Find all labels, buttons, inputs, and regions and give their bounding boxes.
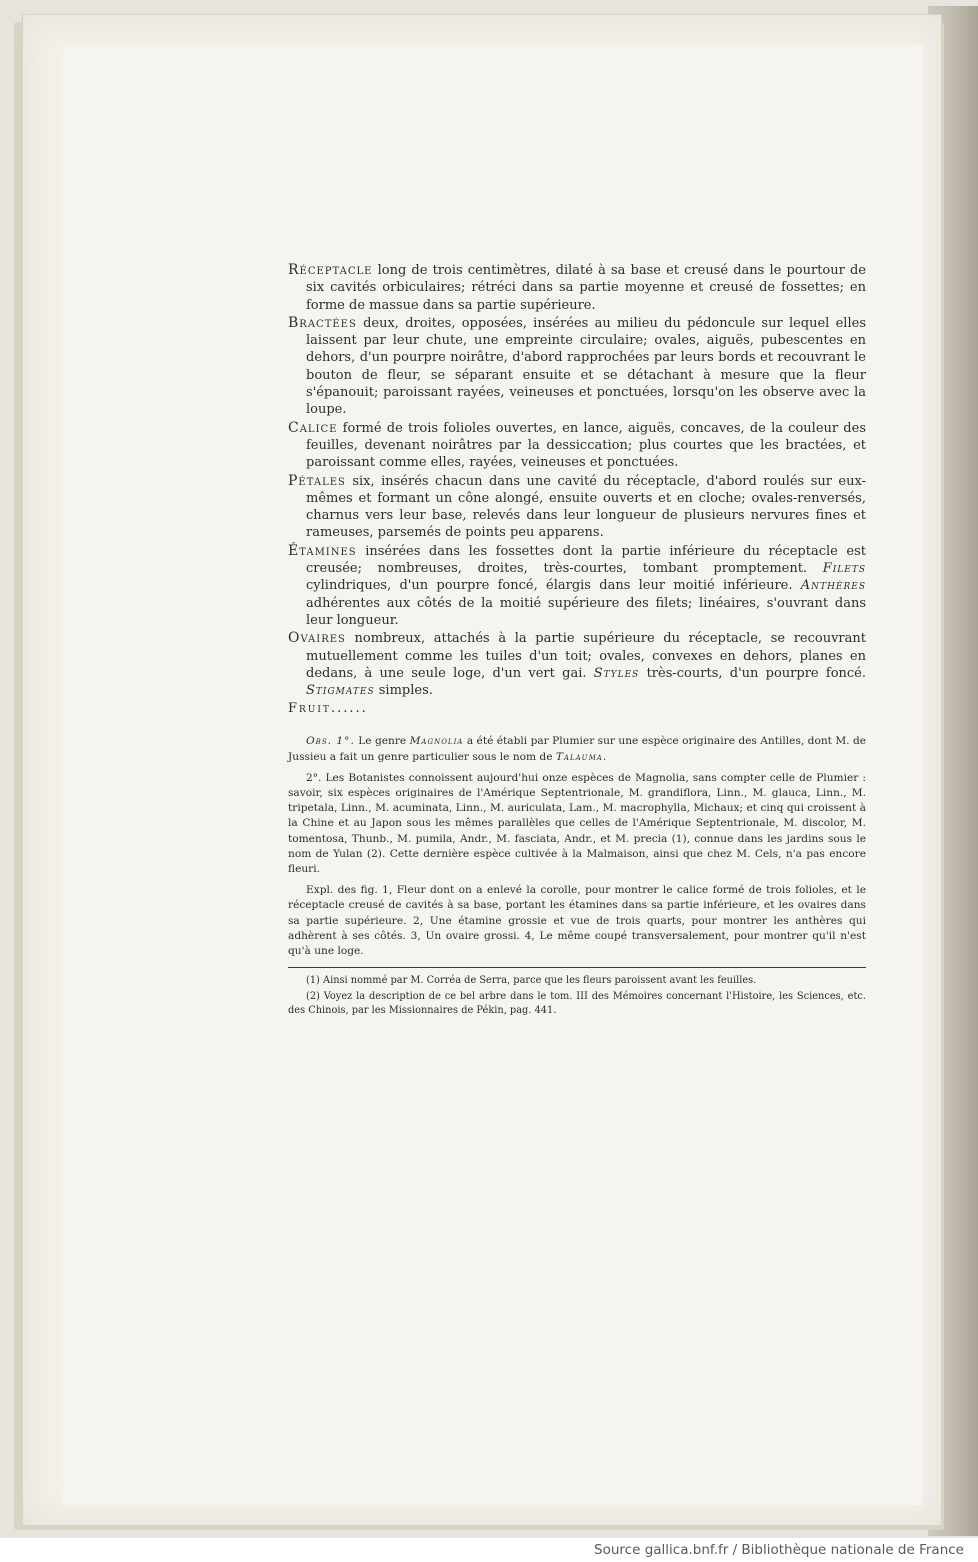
entry-heading: Réceptacle [288, 262, 373, 278]
entry-bractees [288, 315, 866, 419]
entry-body: très-courts, d'un pourpre foncé. [639, 665, 866, 681]
entry-petales [288, 473, 866, 542]
footnote-2: (2) Voyez la description de ce bel arbre dans le tom. III des Mémoires concernant l'Histoire, les Sciences, etc. des Chinois, par les Missionnaires de Pékin, pag. 441. [288, 991, 866, 1017]
entry-body: adhérentes aux côtés de la moitié supérieure des filets; linéaires, s'ouvrant dans leur longueur. [306, 595, 866, 628]
term-filets: Filets [822, 561, 866, 577]
entry-heading: Pétales [288, 472, 346, 489]
term-stigmates: Stigmates [306, 683, 375, 699]
entry-fruit: Fruit...... [288, 701, 368, 717]
term-talauma: Talauma [555, 750, 603, 763]
source-credit: Source gallica.bnf.fr / Bibliothèque nationale de France [594, 1542, 964, 1558]
entry-etamines [288, 543, 866, 629]
obs-text: Le genre [354, 735, 410, 748]
observations [288, 734, 866, 959]
obs-text: . [602, 750, 607, 763]
figure-explanation: Expl. des fig. 1, Fleur dont on a enlevé la corolle, pour montrer le calice formé de trois folioles, et le réceptacle creusé de cavités à sa base, portant les étamines dans sa partie inférieure, et les ovaires dans sa partie supérieure. 2, Une étamine grossie et vue de trois quarts, pour montrer les anthères qui adhèrent à ses côtés. 3, Un ovaire grossi. 4, Le même coupé transversalement, pour montrer qu'il n'est qu'à une loge. [288, 884, 866, 958]
term-antheres: Anthères [800, 578, 866, 594]
entry-heading: Ovaires [288, 630, 346, 647]
entry-body: cylindriques, d'un pourpre foncé, élargis dans leur moitié inférieure. [306, 578, 801, 594]
entry-body: nombreux, attachés à la partie supérieure du réceptacle, se recouvrant mutuellement comme les tuiles d'un toit; ovales, convexes en dehors, planes en dedans, à une seule loge, d'un vert gai. [306, 631, 866, 681]
page-text [288, 262, 866, 1020]
footnotes [288, 974, 866, 1018]
footnote-1: (1) Ainsi nommé par M. Corréa de Serra, parce que les fleurs paroissent avant les feuilles. [306, 975, 757, 987]
entry-receptacle [288, 262, 866, 314]
entry-body: long de trois centimètres, dilaté à sa base et creusé dans le pourtour de six cavités orbiculaires; rétréci dans sa partie moyenne et creusé de fossettes; en forme de massue dans sa partie supérieure. [306, 263, 866, 313]
term-styles: Styles [593, 665, 640, 681]
footnote-rule [288, 967, 866, 968]
entry-body: deux, droites, opposées, insérées au milieu du pédoncule sur lequel elles laissent par leur chute, une empreinte circulaire; ovales, aiguës, pubescentes en dehors, d'un pourpre noirâtre, d'abord rapprochées par leurs bords et recouvrant le bouton de fleur, se séparant ensuite et se détachant à mesure que la fleur s'épanouit; paroissant rayées, veineuses et ponctuées, lorsqu'on les observe avec la loupe. [306, 315, 866, 418]
entry-body: simples. [374, 683, 433, 699]
entry-ovaires [288, 630, 866, 699]
obs-text: a été établi par Plumier sur une espèce originaire des Antilles, dont M. de Jussieu a fait un genre particulier sous le nom de [288, 735, 866, 763]
entry-body: formé de trois folioles ouvertes, en lance, aiguës, concaves, de la couleur des feuilles, devenant noirâtres par la dessiccation; plus courtes que les bractées, et paroissant comme elles, rayées, veineuses et ponctuées. [306, 420, 866, 471]
entry-body: insérées dans les fossettes dont la partie inférieure du réceptacle est creusée; nombreuses, droites, très-courtes, tombant promptement. [306, 543, 866, 577]
obs-1 [288, 734, 866, 764]
entry-heading: Calice [288, 419, 338, 436]
entry-heading: Étamines [288, 542, 357, 559]
term-magnolia: Magnolia [409, 735, 464, 748]
entry-calice [288, 420, 866, 472]
obs-2: 2°. Les Botanistes connoissent aujourd'hui onze espèces de Magnolia, sans compter celle de Plumier : savoir, six espèces originaires de l'Amérique Septentrionale, M. grandiflora, Linn., M. glauca, Linn., M. tripetala, Linn., M. acuminata, Linn., M. auriculata, Lam., M. macrophylla, Michaux; et cinq qui croissent à la Chine et au Japon sous les mêmes parallèles que celles de l'Amérique Septentrionale, M. discolor, M. tomentosa, Thunb., M. pumila, Andr., M. fasciata, Andr., et M. precia (1), connue dans les jardins sous le nom de Yulan (2). Cette dernière espèce cultivée à la Malmaison, ainsi que chez M. Cels, n'a pas encore fleuri. [288, 771, 866, 876]
entry-body: six, insérés chacun dans une cavité du réceptacle, d'abord roulés sur eux-mêmes et formant un cône alongé, ensuite ouverts et en cloche; ovales-renversés, charnus vers leur base, relevés dans leur longueur de plusieurs nervures fines et rameuses, parsemés de points peu apparens. [306, 473, 866, 541]
obs-label: Obs. 1°. [306, 735, 355, 748]
entry-heading: Bractées [288, 314, 357, 331]
